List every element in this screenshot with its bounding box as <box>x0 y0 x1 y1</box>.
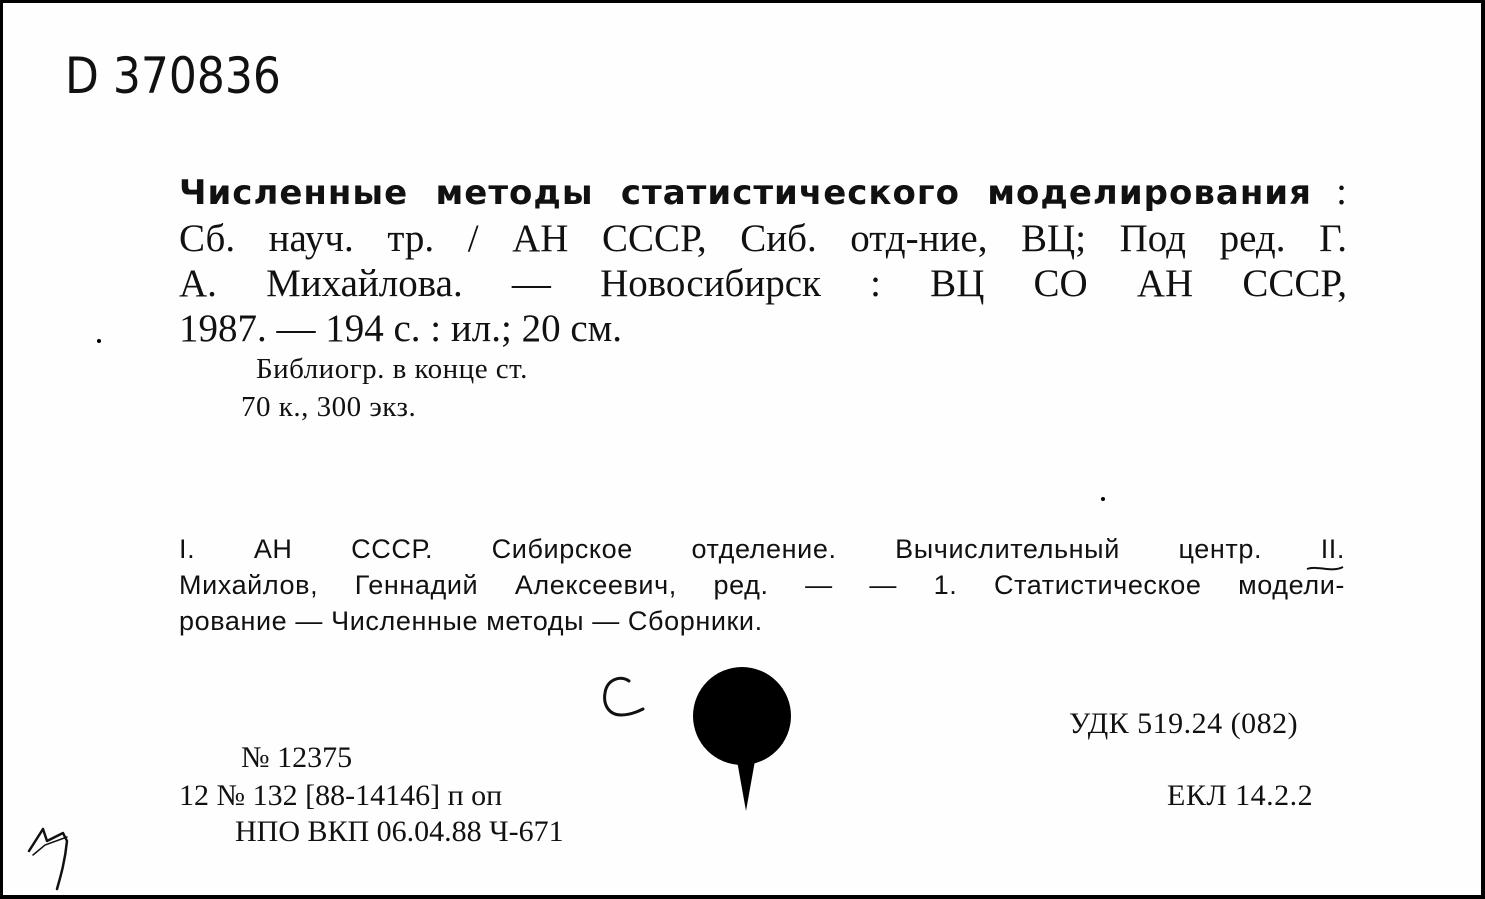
catalog-number: № 12375 <box>241 741 353 774</box>
catalog-line-2: 12 № 132 [88-14146] п оп <box>179 779 503 812</box>
subject-line-3: рование — Численные методы — Сборники. <box>179 606 763 636</box>
title-line-3: А. Михайлова. — Новосибирск : ВЦ СО АН СССР, <box>179 262 1347 305</box>
card-id: D 370836 <box>65 47 281 105</box>
handwritten-seven-mark <box>23 811 89 893</box>
ink-speck <box>1101 497 1105 501</box>
title-line-1 <box>179 169 1347 216</box>
ekl-code: ЕКЛ 14.2.2 <box>1167 779 1314 812</box>
ink-speck <box>97 339 101 343</box>
bibliographic-description <box>179 169 1347 351</box>
underline-mark <box>1305 563 1345 575</box>
udk-code: УДК 519.24 (082) <box>1069 707 1299 740</box>
subject-line-1: I. АН СССР. Сибирское отделение. Вычислительный центр. II. <box>179 534 1345 564</box>
title-line-2: Сб. науч. тр. / АН СССР, Сиб. отд-ние, ВЦ; Под ред. Г. <box>179 217 1347 260</box>
book-title: Численные методы статистического моделирования <box>179 173 1312 213</box>
catalog-line-3: НПО ВКП 06.04.88 Ч-671 <box>235 815 564 848</box>
ink-blot-stamp <box>693 667 791 765</box>
title-line-1-rest: : <box>1311 170 1347 213</box>
title-line-4: 1987. — 194 с. : ил.; 20 см. <box>179 307 623 350</box>
price-copies-note: 70 к., 300 экз. <box>241 391 417 423</box>
bibliography-note: Библиогр. в конце ст. <box>256 353 528 385</box>
ink-blot-tail <box>736 755 756 811</box>
subject-line-2: Михайлов, Геннадий Алексеевич, ред. — — 1. Статистическое модели- <box>179 570 1345 600</box>
subject-headings <box>179 531 1345 639</box>
handwritten-c-mark <box>591 669 651 729</box>
